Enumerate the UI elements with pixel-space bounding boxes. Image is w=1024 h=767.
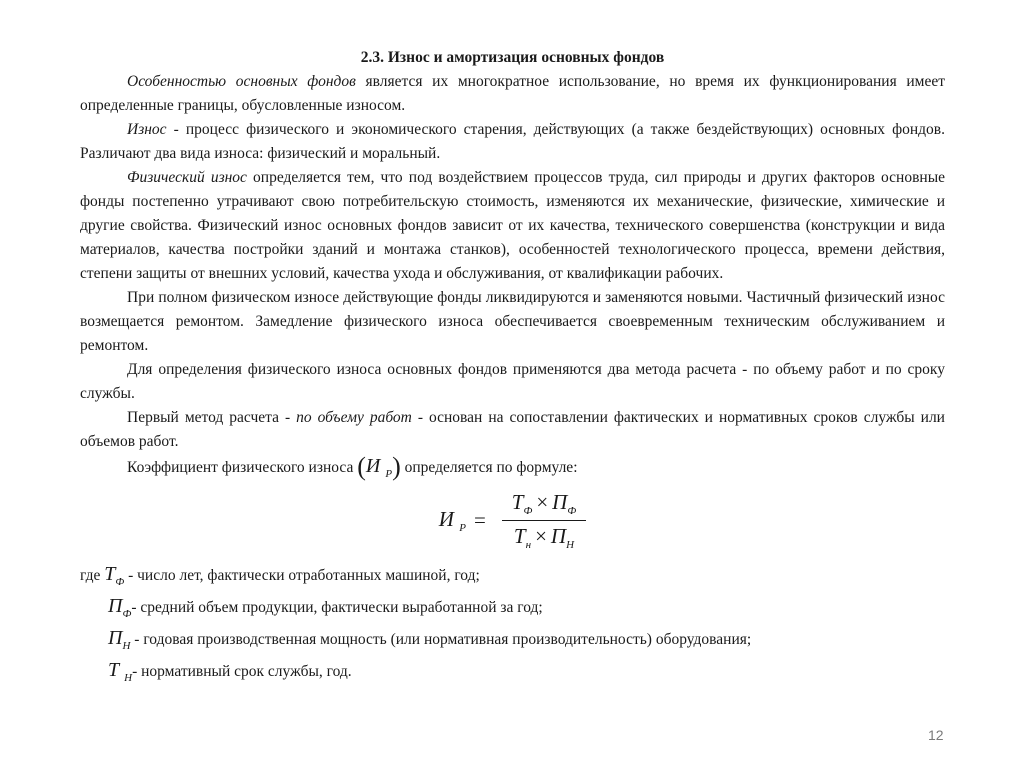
num-p-sub: Ф xyxy=(567,504,577,517)
term-wear: Износ xyxy=(127,121,167,138)
legend-pf xyxy=(80,594,945,626)
term-by-volume: по объему работ xyxy=(296,409,412,426)
wear-formula xyxy=(80,490,945,550)
formula-lhs xyxy=(439,507,466,534)
times-sign: × xyxy=(536,489,549,514)
close-paren: ) xyxy=(392,452,401,481)
formula-numerator xyxy=(502,490,586,521)
num-p: П xyxy=(552,489,568,514)
paragraph-7-after: определяется по формуле: xyxy=(400,459,578,476)
page-number: 12 xyxy=(928,727,944,743)
paragraph-6-before: Первый метод расчета - xyxy=(127,409,297,426)
num-t: Т xyxy=(511,489,524,514)
den-t-sub: н xyxy=(525,538,532,551)
legend-tn-text: - нормативный срок службы, год. xyxy=(132,663,352,680)
paragraph-7-before: Коэффициент физического износа xyxy=(127,459,358,476)
paragraph-3-text: определяется тем, что под воздействием процессов труда, сил природы и других факторов основные фонды постепенно утрачивают свою потребительскую стоимость, изменяются их механические, физические, химические и другие свойства. Физический износ основных фондов зависит от их качества, технического совершенства (конструкции и вида материалов, качества постройки зданий и монтажа станков), особенностей технологического процесса, времени действия, степени защиты от внешних условий, качества ухода и обслуживания, от квалификации рабочих. xyxy=(80,169,945,282)
symbol-tf: $Т_Ф$ xyxy=(104,563,125,588)
term-physical-wear: Физический износ xyxy=(127,169,247,186)
inline-i: И xyxy=(365,455,381,477)
inline-formula-ip xyxy=(357,452,401,481)
legend-pn-text: - годовая производственная мощность (или нормативная производительность) оборудования; xyxy=(130,631,752,648)
symbol-pn: $П_Н$ xyxy=(108,627,131,652)
paragraph-6-after: - основан на сопоставлении фактических и нормативных сроков службы или объемов работ. xyxy=(80,409,945,450)
paragraph-2 xyxy=(80,118,945,166)
paragraph-5: Для определения физического износа основных фондов применяются два метода расчета - по объему работ и по сроку службы. xyxy=(80,361,945,402)
legend-pf-text: - средний объем продукции, фактически выработанной за год; xyxy=(131,599,543,616)
times-sign: × xyxy=(535,523,547,548)
formula-lhs-symbol: И xyxy=(438,506,454,531)
symbol-tn: Т $_Н$ xyxy=(108,659,133,684)
formula-lhs-sub: Р xyxy=(459,521,466,534)
legend-where: где xyxy=(80,567,105,584)
section-heading: 2.3. Износ и амортизация основных фондов xyxy=(360,49,665,66)
legend-tn xyxy=(80,658,945,690)
formula-fraction xyxy=(502,490,586,551)
paragraph-1 xyxy=(80,70,945,118)
paragraph-2-text: - процесс физического и экономического старения, действующих (а также бездействующих) основных фондов. Различают два вида износа: физический и моральный. xyxy=(80,121,945,162)
den-p: П xyxy=(550,523,567,548)
legend-tf xyxy=(80,562,945,594)
paragraph-7 xyxy=(80,454,945,486)
inline-i-sub: Р xyxy=(385,468,393,480)
paragraph-4: При полном физическом износе действующие фонды ликвидируются и заменяются новыми. Частичный физический износ возмещается ремонтом. Замедление физического износа обеспечивается своевременным техническим обслуживанием и ремонтом. xyxy=(80,289,945,354)
equals-sign: = xyxy=(473,507,486,532)
term-features: Особенностью основных фондов xyxy=(127,73,356,90)
legend-pn xyxy=(80,626,945,658)
legend-tf-text: - число лет, фактически отработанных машиной, год; xyxy=(124,567,480,584)
num-t-sub: Ф xyxy=(523,504,533,517)
paragraph-1-text: является их многократное использование, но время их функционирования имеет определенные границы, обусловленные износом. xyxy=(80,73,946,114)
symbol-pf: $П_Ф$ xyxy=(108,595,132,620)
den-t: Т xyxy=(513,523,526,548)
paragraph-6 xyxy=(80,406,945,454)
open-paren: ( xyxy=(357,452,366,481)
den-p-sub: Н xyxy=(566,538,575,551)
formula-denominator xyxy=(504,521,584,551)
document-page xyxy=(80,46,945,690)
paragraph-3 xyxy=(80,166,945,286)
